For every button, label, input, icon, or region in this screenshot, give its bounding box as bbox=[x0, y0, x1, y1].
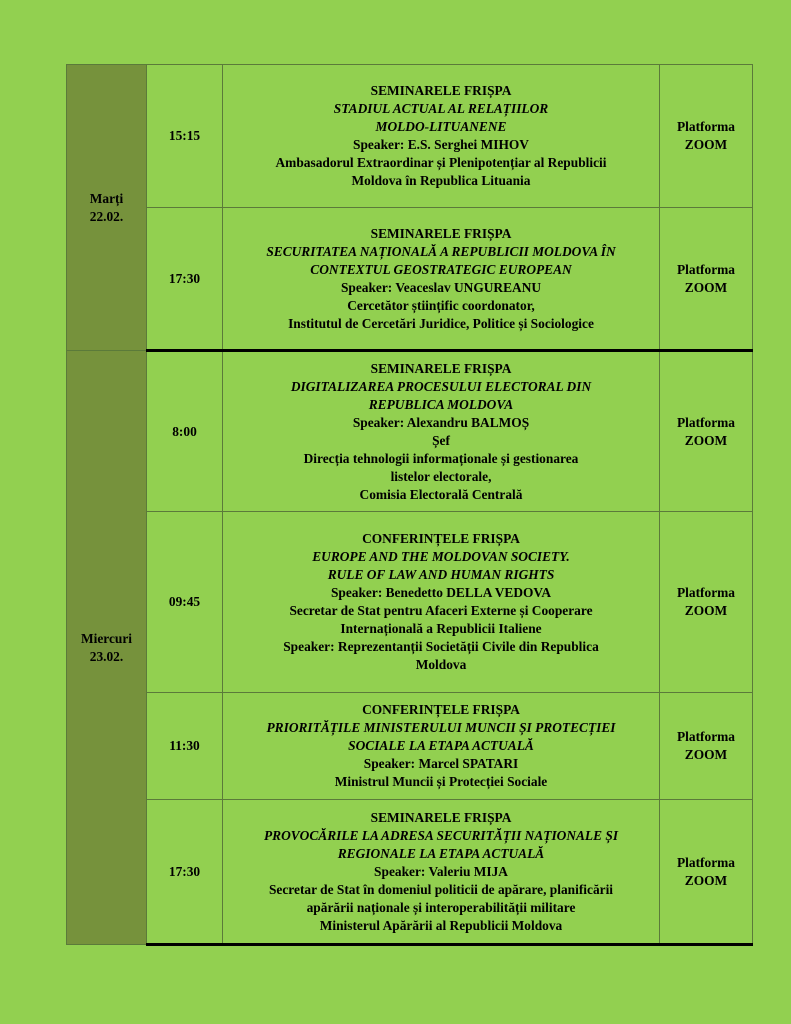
event-detail-line: RULE OF LAW AND HUMAN RIGHTS bbox=[327, 567, 555, 582]
event-detail-line: Direcția tehnologii informaționale și gestionarea bbox=[303, 450, 579, 466]
event-detail-line: Secretar de Stat în domeniul politicii de apărare, planificării bbox=[268, 881, 614, 897]
event-detail-line: SECURITATEA NAȚIONALĂ A REPUBLICII MOLDOVA ÎN bbox=[266, 243, 616, 259]
event-detail-line: Ministrul Muncii și Protecției Sociale bbox=[334, 774, 548, 789]
event-time: 09:45 bbox=[147, 512, 223, 693]
event-time: 8:00 bbox=[147, 351, 223, 512]
schedule-body bbox=[67, 65, 753, 945]
event-details bbox=[223, 800, 660, 945]
event-row bbox=[67, 800, 753, 945]
event-detail-line: Ministerul Apărării al Republicii Moldova bbox=[319, 917, 563, 933]
event-detail-line: Speaker: Alexandru BALMOȘ bbox=[352, 414, 530, 430]
event-detail-line: REGIONALE LA ETAPA ACTUALĂ bbox=[337, 845, 545, 861]
event-detail-line: listelor electorale, bbox=[390, 468, 492, 484]
platform-label-line: ZOOM bbox=[684, 137, 728, 152]
event-detail-line: Speaker: Marcel SPATARI bbox=[363, 756, 519, 771]
event-detail-line: apărării naționale și interoperabilității militare bbox=[306, 899, 576, 915]
event-detail-line: SOCIALE LA ETAPA ACTUALĂ bbox=[348, 738, 534, 753]
platform-label-line: Platforma bbox=[676, 261, 735, 277]
event-detail-line: SEMINARELE FRIȘPA bbox=[370, 360, 512, 376]
day-cell bbox=[67, 351, 147, 945]
event-details bbox=[223, 351, 660, 512]
event-detail-line: REPUBLICA MOLDOVA bbox=[368, 396, 514, 412]
event-platform bbox=[660, 351, 753, 512]
event-detail-line: Șef bbox=[432, 432, 450, 448]
event-detail-line: Secretar de Stat pentru Afaceri Externe și Cooperare bbox=[289, 603, 593, 618]
platform-label-line: Platforma bbox=[676, 119, 735, 134]
event-detail-line: PRIORITĂȚILE MINISTERULUI MUNCII ȘI PROTECȚIEI bbox=[266, 720, 616, 735]
event-detail-line: Speaker: Valeriu MIJA bbox=[374, 863, 508, 879]
event-row bbox=[67, 65, 753, 208]
event-detail-line: SEMINARELE FRIȘPA bbox=[370, 83, 512, 98]
event-row bbox=[67, 693, 753, 800]
event-detail-line: Cercetător științific coordonator, bbox=[347, 297, 535, 313]
event-row bbox=[67, 351, 753, 512]
event-time: 15:15 bbox=[147, 65, 223, 208]
platform-label-line: ZOOM bbox=[684, 279, 728, 295]
platform-label-line: ZOOM bbox=[684, 872, 728, 888]
platform-label-line: ZOOM bbox=[684, 747, 728, 762]
event-detail-line: STADIUL ACTUAL AL RELAȚIILOR bbox=[333, 101, 549, 116]
platform-label-line: Platforma bbox=[676, 414, 735, 430]
day-label-line: 22.02. bbox=[89, 208, 124, 224]
event-detail-line: Speaker: E.S. Serghei MIHOV bbox=[353, 137, 529, 152]
event-detail-line: Internațională a Republicii Italiene bbox=[340, 621, 542, 636]
day-cell bbox=[67, 65, 147, 351]
event-detail-line: Institutul de Cercetări Juridice, Politice și Sociologice bbox=[288, 315, 594, 331]
platform-label-line: ZOOM bbox=[684, 603, 728, 618]
event-detail-line: Ambasadorul Extraordinar și Plenipotențiar al Republicii bbox=[275, 155, 607, 170]
event-platform bbox=[660, 65, 753, 208]
event-detail-line: SEMINARELE FRIȘPA bbox=[370, 225, 512, 241]
event-platform bbox=[660, 800, 753, 945]
event-detail-line: CONTEXTUL GEOSTRATEGIC EUROPEAN bbox=[310, 261, 572, 277]
event-detail-line: Speaker: Benedetto DELLA VEDOVA bbox=[330, 585, 552, 600]
schedule-table bbox=[66, 64, 753, 946]
day-label-line: Marți bbox=[89, 190, 124, 206]
event-detail-line: DIGITALIZAREA PROCESULUI ELECTORAL DIN bbox=[290, 378, 592, 394]
event-row bbox=[67, 208, 753, 351]
platform-label-line: ZOOM bbox=[684, 432, 728, 448]
event-detail-line: CONFERINȚELE FRIȘPA bbox=[362, 702, 520, 717]
event-row bbox=[67, 512, 753, 693]
event-detail-line: Moldova bbox=[415, 657, 467, 672]
event-platform bbox=[660, 208, 753, 351]
day-label-line: Miercuri bbox=[80, 630, 133, 646]
day-label-line: 23.02. bbox=[89, 648, 124, 664]
event-detail-line: EUROPE AND THE MOLDOVAN SOCIETY. bbox=[312, 549, 570, 564]
event-detail-line: MOLDO-LITUANENE bbox=[375, 119, 507, 134]
event-detail-line: Speaker: Veaceslav UNGUREANU bbox=[340, 279, 542, 295]
event-detail-line: SEMINARELE FRIȘPA bbox=[370, 809, 512, 825]
event-details bbox=[223, 693, 660, 800]
platform-label-line: Platforma bbox=[676, 729, 735, 744]
event-detail-line: Moldova în Republica Lituania bbox=[351, 173, 531, 188]
event-detail-line: Speaker: Reprezentanții Societății Civile din Republica bbox=[283, 639, 599, 654]
platform-label-line: Platforma bbox=[676, 585, 735, 600]
event-details bbox=[223, 65, 660, 208]
event-detail-line: Comisia Electorală Centrală bbox=[359, 486, 523, 502]
event-details bbox=[223, 208, 660, 351]
event-time: 17:30 bbox=[147, 800, 223, 945]
event-detail-line: PROVOCĂRILE LA ADRESA SECURITĂȚII NAȚIONALE ȘI bbox=[263, 827, 619, 843]
event-time: 17:30 bbox=[147, 208, 223, 351]
event-platform bbox=[660, 512, 753, 693]
event-time: 11:30 bbox=[147, 693, 223, 800]
platform-label-line: Platforma bbox=[676, 854, 735, 870]
event-details bbox=[223, 512, 660, 693]
event-platform bbox=[660, 693, 753, 800]
event-detail-line: CONFERINȚELE FRIȘPA bbox=[362, 531, 520, 546]
